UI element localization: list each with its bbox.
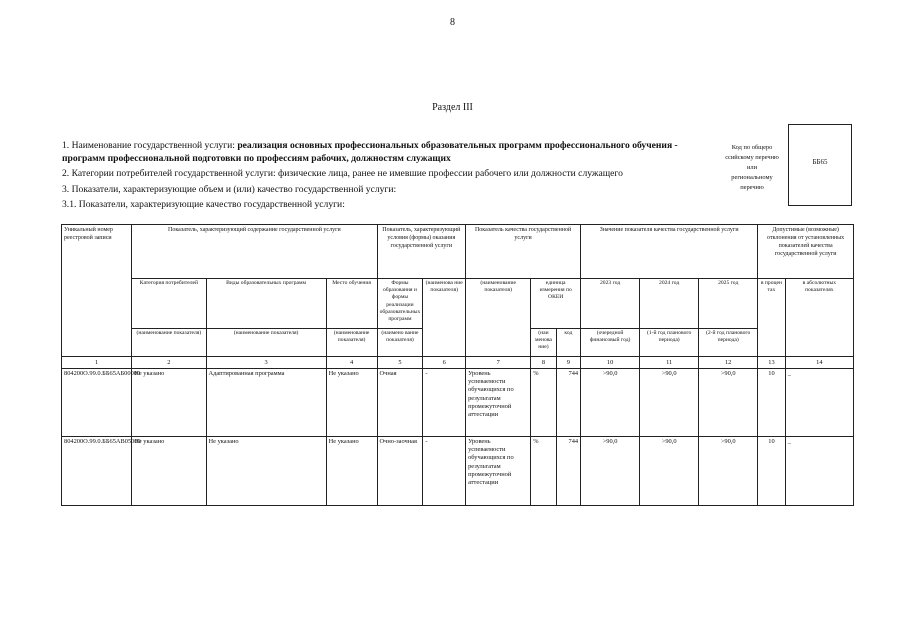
service-name-line xyxy=(62,140,678,151)
t-next-year: (очередной финансовый год) xyxy=(581,329,640,357)
table-row xyxy=(62,369,854,437)
col-quality-value: Значение показателя качества государственной услуги xyxy=(581,225,758,279)
unit-code: 744 xyxy=(556,369,580,437)
registry-number: 804200О.99.0.ББ65АВ05000 xyxy=(62,437,132,506)
unit-code: 744 xyxy=(556,437,580,506)
num-cell: 7 xyxy=(466,357,531,369)
t-name-5: (наимено вание показателя) xyxy=(377,329,423,357)
num-cell: 4 xyxy=(326,357,377,369)
num-cell: 6 xyxy=(423,357,466,369)
condition-extra: - xyxy=(423,369,466,437)
header-row-1 xyxy=(62,225,854,279)
service-name-line-2 xyxy=(62,153,451,164)
consumer-category: Не указано xyxy=(132,369,206,437)
num-cell: 14 xyxy=(785,357,853,369)
sub-forms: Формы образования и формы реализации образовательных программ xyxy=(377,279,423,329)
t-name-3: (наименование показателя) xyxy=(206,329,326,357)
col-quality-indicator: Показатель качества государственной услуги xyxy=(466,225,581,279)
sub-category: Категория потребителей xyxy=(132,279,206,329)
t-first-plan-year: (1-й год планового периода) xyxy=(640,329,699,357)
sub-place: Место обучения xyxy=(326,279,377,329)
quality-indicator-name: Уровень успеваемости обучающихся по результатам промежуточной аттестации xyxy=(466,437,531,506)
code-value: ББ65 xyxy=(812,158,828,166)
num-cell: 2 xyxy=(132,357,206,369)
program-type: Адаптированная программа xyxy=(206,369,326,437)
num-cell: 12 xyxy=(699,357,758,369)
education-form: Очная xyxy=(377,369,423,437)
t-unit-name: (наи менова ние) xyxy=(531,329,556,357)
num-cell: 3 xyxy=(206,357,326,369)
t-name-4: (наименование показателя) xyxy=(326,329,377,357)
consumer-category: Не указано xyxy=(132,437,206,506)
unit-name: % xyxy=(531,437,556,506)
deviation-absolute: _ xyxy=(785,437,853,506)
header-row-2 xyxy=(62,279,854,329)
deviation-percent: 10 xyxy=(758,369,785,437)
condition-extra: - xyxy=(423,437,466,506)
quality-indicators-table xyxy=(61,224,854,506)
num-cell: 13 xyxy=(758,357,785,369)
sub-year-2024: 2024 год xyxy=(640,279,699,329)
study-place: Не указано xyxy=(326,437,377,506)
code-label: Код по общеро ссийскому перечню или региональному перечню xyxy=(725,144,779,191)
sub-unit: единица измерения по ОКЕИ xyxy=(531,279,581,329)
deviation-percent: 10 xyxy=(758,437,785,506)
num-cell: 9 xyxy=(556,357,580,369)
sub-percent: в процен тах xyxy=(758,279,785,357)
value-2025: >90,0 xyxy=(699,369,758,437)
page-number: 8 xyxy=(450,17,455,28)
quality-indicator-name: Уровень успеваемости обучающихся по результатам промежуточной аттестации xyxy=(466,369,531,437)
num-cell: 1 xyxy=(62,357,132,369)
study-place: Не указано xyxy=(326,369,377,437)
value-2023: >90,0 xyxy=(581,369,640,437)
unit-name: % xyxy=(531,369,556,437)
sub-programs: Виды образовательных программ xyxy=(206,279,326,329)
num-cell: 10 xyxy=(581,357,640,369)
service-name-bold: реализация основных профессиональных образовательных программ профессионального обучения - xyxy=(237,140,678,151)
column-numbers-row xyxy=(62,357,854,369)
t-name-2: (наименование показателя) xyxy=(132,329,206,357)
num-cell: 5 xyxy=(377,357,423,369)
col-deviation: Допустимые (возможные) отклонения от установленных показателей качества государственной услуги xyxy=(758,225,854,279)
deviation-absolute: _ xyxy=(785,369,853,437)
t-second-plan-year: (2-й год планового периода) xyxy=(699,329,758,357)
value-2024: >90,0 xyxy=(640,437,699,506)
quality-indicators-heading: 3.1. Показатели, характеризующие качество государственной услуги: xyxy=(62,199,345,210)
sub-absolute: в абсолютных показателях xyxy=(785,279,853,357)
registry-number: 804200О.99.0.ББ65АБ00000 xyxy=(62,369,132,437)
sub-year-2023: 2023 год xyxy=(581,279,640,329)
num-cell: 11 xyxy=(640,357,699,369)
col-unique-number: Уникальный номер реестровой записи xyxy=(62,225,132,357)
consumer-category-line: 2. Категории потребителей государственной услуги: физические лица, ранее не имевшие профессии рабочего или должности служащего xyxy=(62,168,623,179)
sub-year-2025: 2025 год xyxy=(699,279,758,329)
col-conditions-indicator: Показатель, характеризующий условия (формы) оказания государственной услуги xyxy=(377,225,466,279)
value-2024: >90,0 xyxy=(640,369,699,437)
service-name-prefix: 1. Наименование государственной услуги: xyxy=(62,140,238,151)
num-cell: 8 xyxy=(531,357,556,369)
indicators-heading: 3. Показатели, характеризующие объем и (или) качество государственной услуги: xyxy=(62,184,397,195)
t-code: код xyxy=(556,329,580,357)
value-2023: >90,0 xyxy=(581,437,640,506)
sub-name-6: (наименова ние показателя) xyxy=(423,279,466,357)
table-row xyxy=(62,437,854,506)
section-title: Раздел III xyxy=(432,102,473,113)
value-2025: >90,0 xyxy=(699,437,758,506)
program-type: Не указано xyxy=(206,437,326,506)
col-content-indicator: Показатель, характеризующий содержание государственной услуги xyxy=(132,225,377,279)
service-name-bold-2: программ профессиональной подготовки по профессиям рабочих, должностям служащих xyxy=(62,153,451,164)
education-form: Очно-заочная xyxy=(377,437,423,506)
sub-name-7: (наименование показателя) xyxy=(466,279,531,357)
